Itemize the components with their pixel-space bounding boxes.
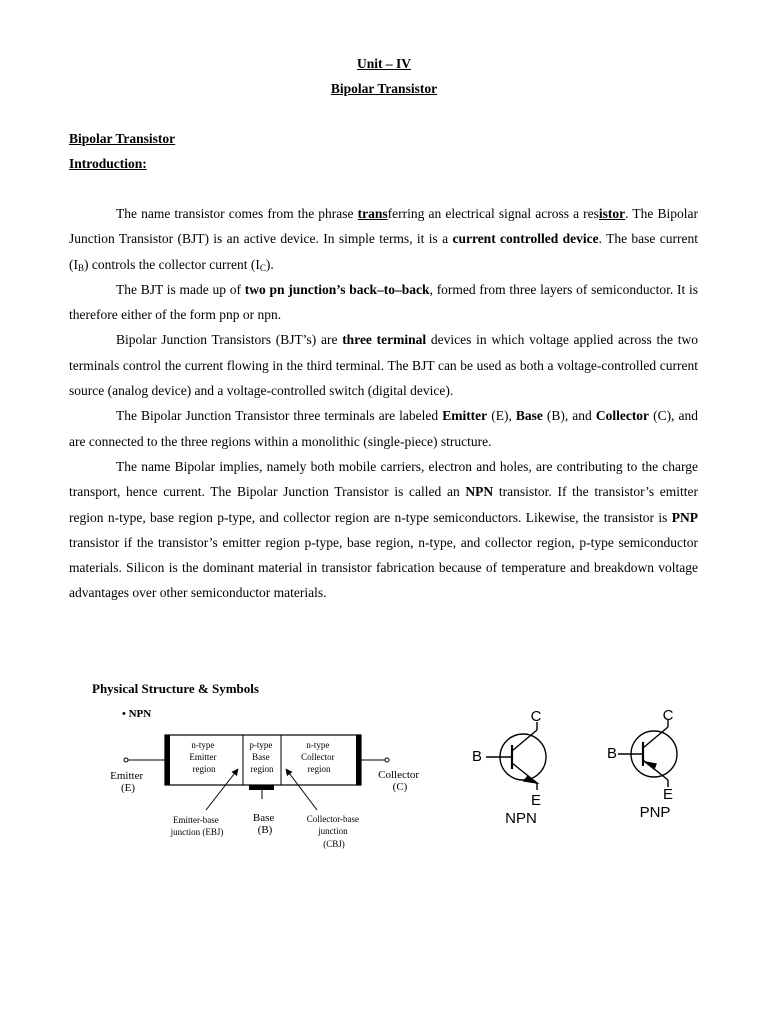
paragraph-1: The name transistor comes from the phrase transferring an electrical signal across a resistor. The Bipolar Junction Transistor (BJT) is an active device. In simple terms, it is a current controlled device. The base current $(I_B)$ controls the collector current $(I_C)$. [69, 206, 698, 273]
paragraph-3: Bipolar Junction Transistors (BJT’s) are three terminal devices in which voltage applied across the two terminals control the current flowing in the third terminal. The BJT can be used as both a voltage-controlled current source (analog device) and a voltage-controlled switch (digital device). [69, 332, 698, 399]
emitter-terminal-label: Emitter (E) [110, 770, 144, 794]
npn-symbol [486, 722, 546, 790]
npn-emitter-label: E [530, 792, 542, 809]
npn-collector-label: C [530, 708, 542, 725]
base-region-label: p-type Base region [249, 740, 274, 774]
pnp-emitter-label: E [662, 786, 674, 803]
paragraph-4: The Bipolar Junction Transistor three terminals are labeled Emitter (E), Base (B), and Collector (C), and are connected to the three regions within a monolithic (single-piece) structure. [69, 408, 698, 449]
npn-base-label: B [471, 748, 483, 765]
pnp-collector-label: C [662, 707, 674, 724]
collector-region-label: n-type Collector region [301, 740, 335, 774]
cbj-label: Collector-base junction (CBJ) [306, 814, 360, 849]
paragraph-2: The BJT is made up of two pn junction’s back–to–back, formed from three layers of semiconductor. It is therefore either of the form pnp or npn. [69, 281, 699, 323]
figure-title: Physical Structure & Symbols [92, 681, 259, 696]
npn-physical-structure [110, 735, 422, 849]
ebj-label: Emitter-base junction (EBJ) [170, 815, 224, 837]
pnp-base-label: B [606, 745, 618, 762]
paragraph-5: The name Bipolar implies, namely both mobile carriers, electron and holes, are contributing to the charge transport, hence current. The Bipolar Junction Transistor is called an NPN transistor. If the transistor’s emitter region n-type, base region p-type, and collector region are n-type semiconductors. Likewise, the transistor is PNP transistor if the transistor’s emitter region p-type, base region, n-type, and collector region, p-type semiconductor materials. Silicon is the dominant material in transistor fabrication because of temperature and breakdown voltage advantages over other semiconductor materials. [69, 458, 699, 601]
base-terminal-label: Base (B) [252, 812, 275, 836]
section-heading: Bipolar Transistor [69, 131, 176, 146]
npn-symbol-label: NPN [505, 810, 537, 827]
transistor-figure [88, 677, 698, 857]
collector-terminal-label: Collector (C) [378, 769, 420, 793]
body-text [69, 201, 698, 606]
document-title: Bipolar Transistor [330, 81, 438, 96]
figure-bullet-npn: • NPN [122, 708, 152, 720]
unit-title: Unit – IV [356, 56, 411, 71]
emitter-region-label: n-type Emitter region [189, 740, 217, 774]
section-subheading: Introduction: [69, 156, 147, 171]
pnp-symbol [618, 719, 677, 787]
pnp-symbol-label: PNP [639, 804, 671, 821]
